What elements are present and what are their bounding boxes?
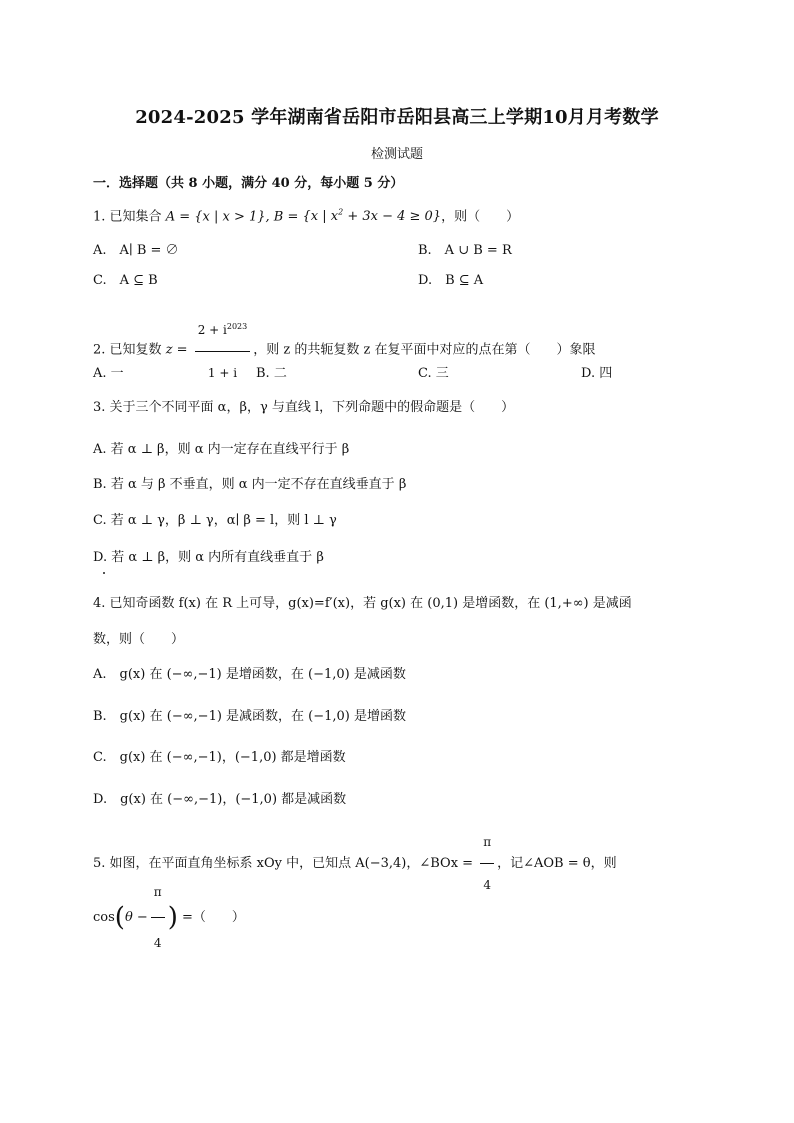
q1-set-b: {x | $x^2 + 3x - 4 \ge 0$}: [302, 208, 442, 225]
q2-option-d: D. 四: [581, 366, 613, 381]
q4-option-d: D. g(x) 在 (−∞,−1)，(−1,0) 都是减函数: [93, 792, 347, 807]
q1-option-d: D. B ⊆ A: [418, 273, 484, 288]
q4-option-a: A. g(x) 在 (−∞,−1) 是增函数，在 (−1,0) 是减函数: [93, 667, 406, 682]
q5-stem-a: 5. 如图，在平面直角坐标系 xOy 中，已知点 A(−3,4)，∠BOx =: [93, 856, 474, 871]
q5-expression: [93, 868, 245, 967]
question-3-stem: 3. 关于三个不同平面 α，β，γ 与直线 l，下列命题中的假命题是（ ）: [93, 400, 515, 415]
q2-option-a: A. 一: [93, 366, 124, 381]
q1-set-b-lead: , B =: [265, 209, 303, 225]
q2-suffix: ，则 z 的共轭复数 z 在复平面中对应的点在第（ ）象限: [253, 342, 596, 358]
q2-prefix: 2. 已知复数: [93, 342, 162, 358]
q2-z-eq: z =: [165, 342, 188, 358]
question-4-stem-line2: 数，则（ ）: [93, 632, 185, 647]
q5-cos: cos: [93, 910, 115, 925]
question-1-stem: [93, 204, 519, 226]
q2-fraction: $\frac{2 + i^{2023}}{1 + i}$: [195, 307, 251, 393]
q3-option-d: D. 若 α ⊥ β，则 α 内所有直线垂直于 β: [93, 550, 324, 565]
q1-option-a: A. A∣ B = ∅: [93, 243, 179, 258]
q5-stem-b: ，记∠AOB = θ，则: [497, 856, 617, 871]
q1-prefix: 1. 已知集合: [93, 209, 162, 225]
q5-left-paren: (: [114, 902, 125, 933]
q1-suffix: ，则（ ）: [441, 209, 520, 225]
section-heading: 一．选择题（共 8 小题，满分 40 分，每小题 5 分）: [93, 176, 404, 191]
q4-option-c: C. g(x) 在 (−∞,−1)，(−1,0) 都是增函数: [93, 750, 346, 765]
exam-title: 2024-2025 学年湖南省岳阳市岳阳县高三上学期10月月考数学: [135, 107, 659, 128]
q3-option-b: B. 若 α 与 β 不垂直，则 α 内一定不存在直线垂直于 β: [93, 477, 407, 492]
q5-fraction: $\frac{\pi}{4}$: [480, 822, 494, 905]
question-4-stem-line1: 4. 已知奇函数 f(x) 在 R 上可导，g(x)=f′(x)，若 g(x) 在 (0,1) 是增函数，在 (1,+∞) 是减函: [93, 596, 632, 611]
q5-tail: =（ ）: [181, 910, 245, 925]
q1-option-c: C. A ⊆ B: [93, 273, 158, 288]
q1-option-b: B. A ∪ B = R: [418, 243, 512, 258]
stray-dot: [103, 572, 105, 574]
q5-fraction-2: $\frac{\pi}{4}$: [151, 868, 165, 967]
q5-theta: θ −: [124, 910, 148, 925]
q2-option-b: B. 二: [256, 366, 287, 381]
q3-option-a: A. 若 α ⊥ β，则 α 内一定存在直线平行于 β: [93, 442, 350, 457]
q3-option-c: C. 若 α ⊥ γ，β ⊥ γ，α∣ β = l，则 l ⊥ γ: [93, 513, 337, 528]
exam-subtitle: 检测试题: [370, 147, 423, 162]
q5-right-paren: ): [167, 902, 178, 933]
q4-option-b: B. g(x) 在 (−∞,−1) 是减函数，在 (−1,0) 是增函数: [93, 709, 407, 724]
q1-set-a: A = {x | x > 1}: [165, 209, 266, 225]
q2-option-c: C. 三: [418, 366, 449, 381]
question-2-stem: [93, 307, 595, 393]
